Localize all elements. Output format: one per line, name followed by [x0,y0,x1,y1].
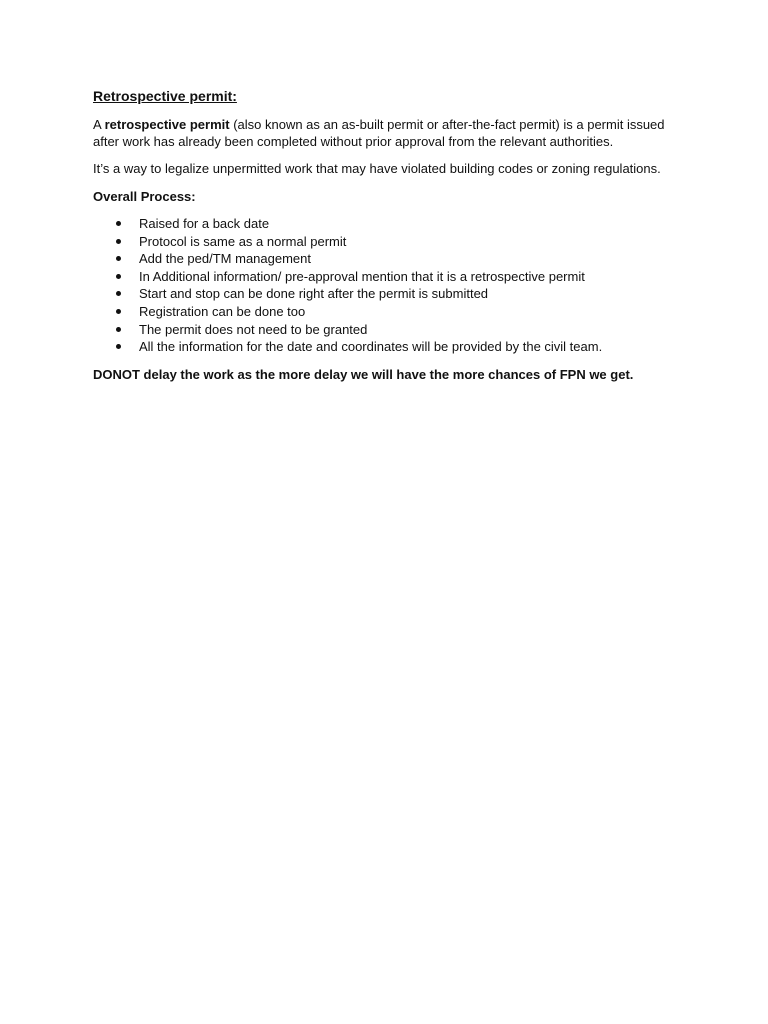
document-body [93,87,683,383]
process-list [93,215,683,356]
bullet-icon [116,239,121,244]
process-item [93,268,683,286]
process-item-text: Protocol is same as a normal permit [139,233,347,249]
document-title: Retrospective permit: [93,88,237,104]
process-item-text: Raised for a back date [139,216,270,231]
process-item-text: Registration can be done too [139,303,306,319]
intro-prefix: A [93,117,105,132]
process-item [93,233,683,251]
bullet-icon [116,309,121,314]
process-item-text: All the information for the date and coordinates will be provided by the civil team. [139,339,603,355]
process-item [93,285,683,303]
process-item [93,303,683,321]
process-item-text: Add the ped/TM management [139,251,311,267]
process-item-text: The permit does not need to be granted [139,321,368,337]
bullet-icon [116,327,121,332]
process-heading: Overall Process: [93,188,196,204]
intro-paragraph [93,117,683,150]
purpose-paragraph: It’s a way to legalize unpermitted work that may have violated building codes or zoning regulations. [93,161,661,176]
process-item [93,215,683,233]
closing-note: DONOT delay the work as the more delay we will have the more chances of FPN we get. [93,366,634,382]
process-item-text: In Additional information/ pre-approval mention that it is a retrospective permit [139,268,585,284]
bullet-icon [116,291,121,296]
bullet-icon [116,274,121,279]
bullet-icon [116,221,121,226]
process-item [93,338,683,356]
process-item [93,321,683,339]
bullet-icon [116,256,121,261]
intro-term: retrospective permit [104,117,230,132]
process-item-text: Start and stop can be done right after the permit is submitted [139,286,489,302]
process-item [93,250,683,268]
intro-rest: (also known as an as-built permit or after-the-fact permit) is a permit issued after work has already been completed without prior approval from the relevant authorities. [93,117,665,149]
bullet-icon [116,344,121,349]
